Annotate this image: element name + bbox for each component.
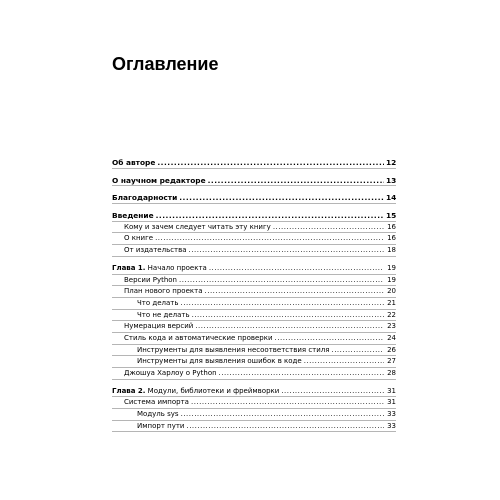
toc-entry-code-style[interactable]: Стиль кода и автоматические проверки ..... 24 [112, 333, 396, 345]
page-title: Оглавление [112, 54, 219, 74]
toc-entry-introduction[interactable]: Введение ..... 15 [112, 210, 396, 222]
toc-entry-error-tools[interactable]: Инструменты для выявления ошибок в коде ..... 27 [112, 356, 396, 368]
toc-entry-about-book[interactable]: О книге ..... 16 [112, 233, 396, 245]
toc-entry-sys-module[interactable]: Модуль sys ..... 33 [112, 409, 396, 421]
toc-entry-project-plan[interactable]: План нового проекта ..... 20 [112, 286, 396, 298]
toc-entry-python-versions[interactable]: Версии Python ..... 19 [112, 275, 396, 287]
toc-entry-about-editor[interactable]: О научном редакторе ..... 13 [112, 175, 396, 187]
toc-entry-import-paths[interactable]: Импорт пути ..... 33 [112, 421, 396, 433]
table-of-contents [112, 157, 396, 432]
toc-entry-about-author[interactable]: Об авторе ..... 12 [112, 157, 396, 169]
toc-entry-joshua-harlow[interactable]: Джошуа Харлоу о Python ..... 28 [112, 368, 396, 380]
toc-entry-what-not-to-do[interactable]: Что не делать ..... 22 [112, 310, 396, 322]
toc-entry-style-tools[interactable]: Инструменты для выявления несоответствия стиля ..... 26 [112, 345, 396, 357]
toc-entry-from-publisher[interactable]: От издательства ..... 18 [112, 245, 396, 257]
toc-entry-what-to-do[interactable]: Что делать ..... 21 [112, 298, 396, 310]
toc-entry-chapter-1[interactable]: Глава 1. Начало проекта ..... 19 [112, 263, 396, 275]
toc-entry-who-should-read[interactable]: Кому и зачем следует читать эту книгу ..... 16 [112, 222, 396, 234]
toc-entry-version-numbering[interactable]: Нумерация версий ..... 23 [112, 321, 396, 333]
toc-entry-chapter-2[interactable]: Глава 2. Модули, библиотеки и фреймворки ..... 31 [112, 386, 396, 398]
toc-entry-import-system[interactable]: Система импорта ..... 31 [112, 397, 396, 409]
toc-entry-acknowledgements[interactable]: Благодарности ..... 14 [112, 192, 396, 204]
